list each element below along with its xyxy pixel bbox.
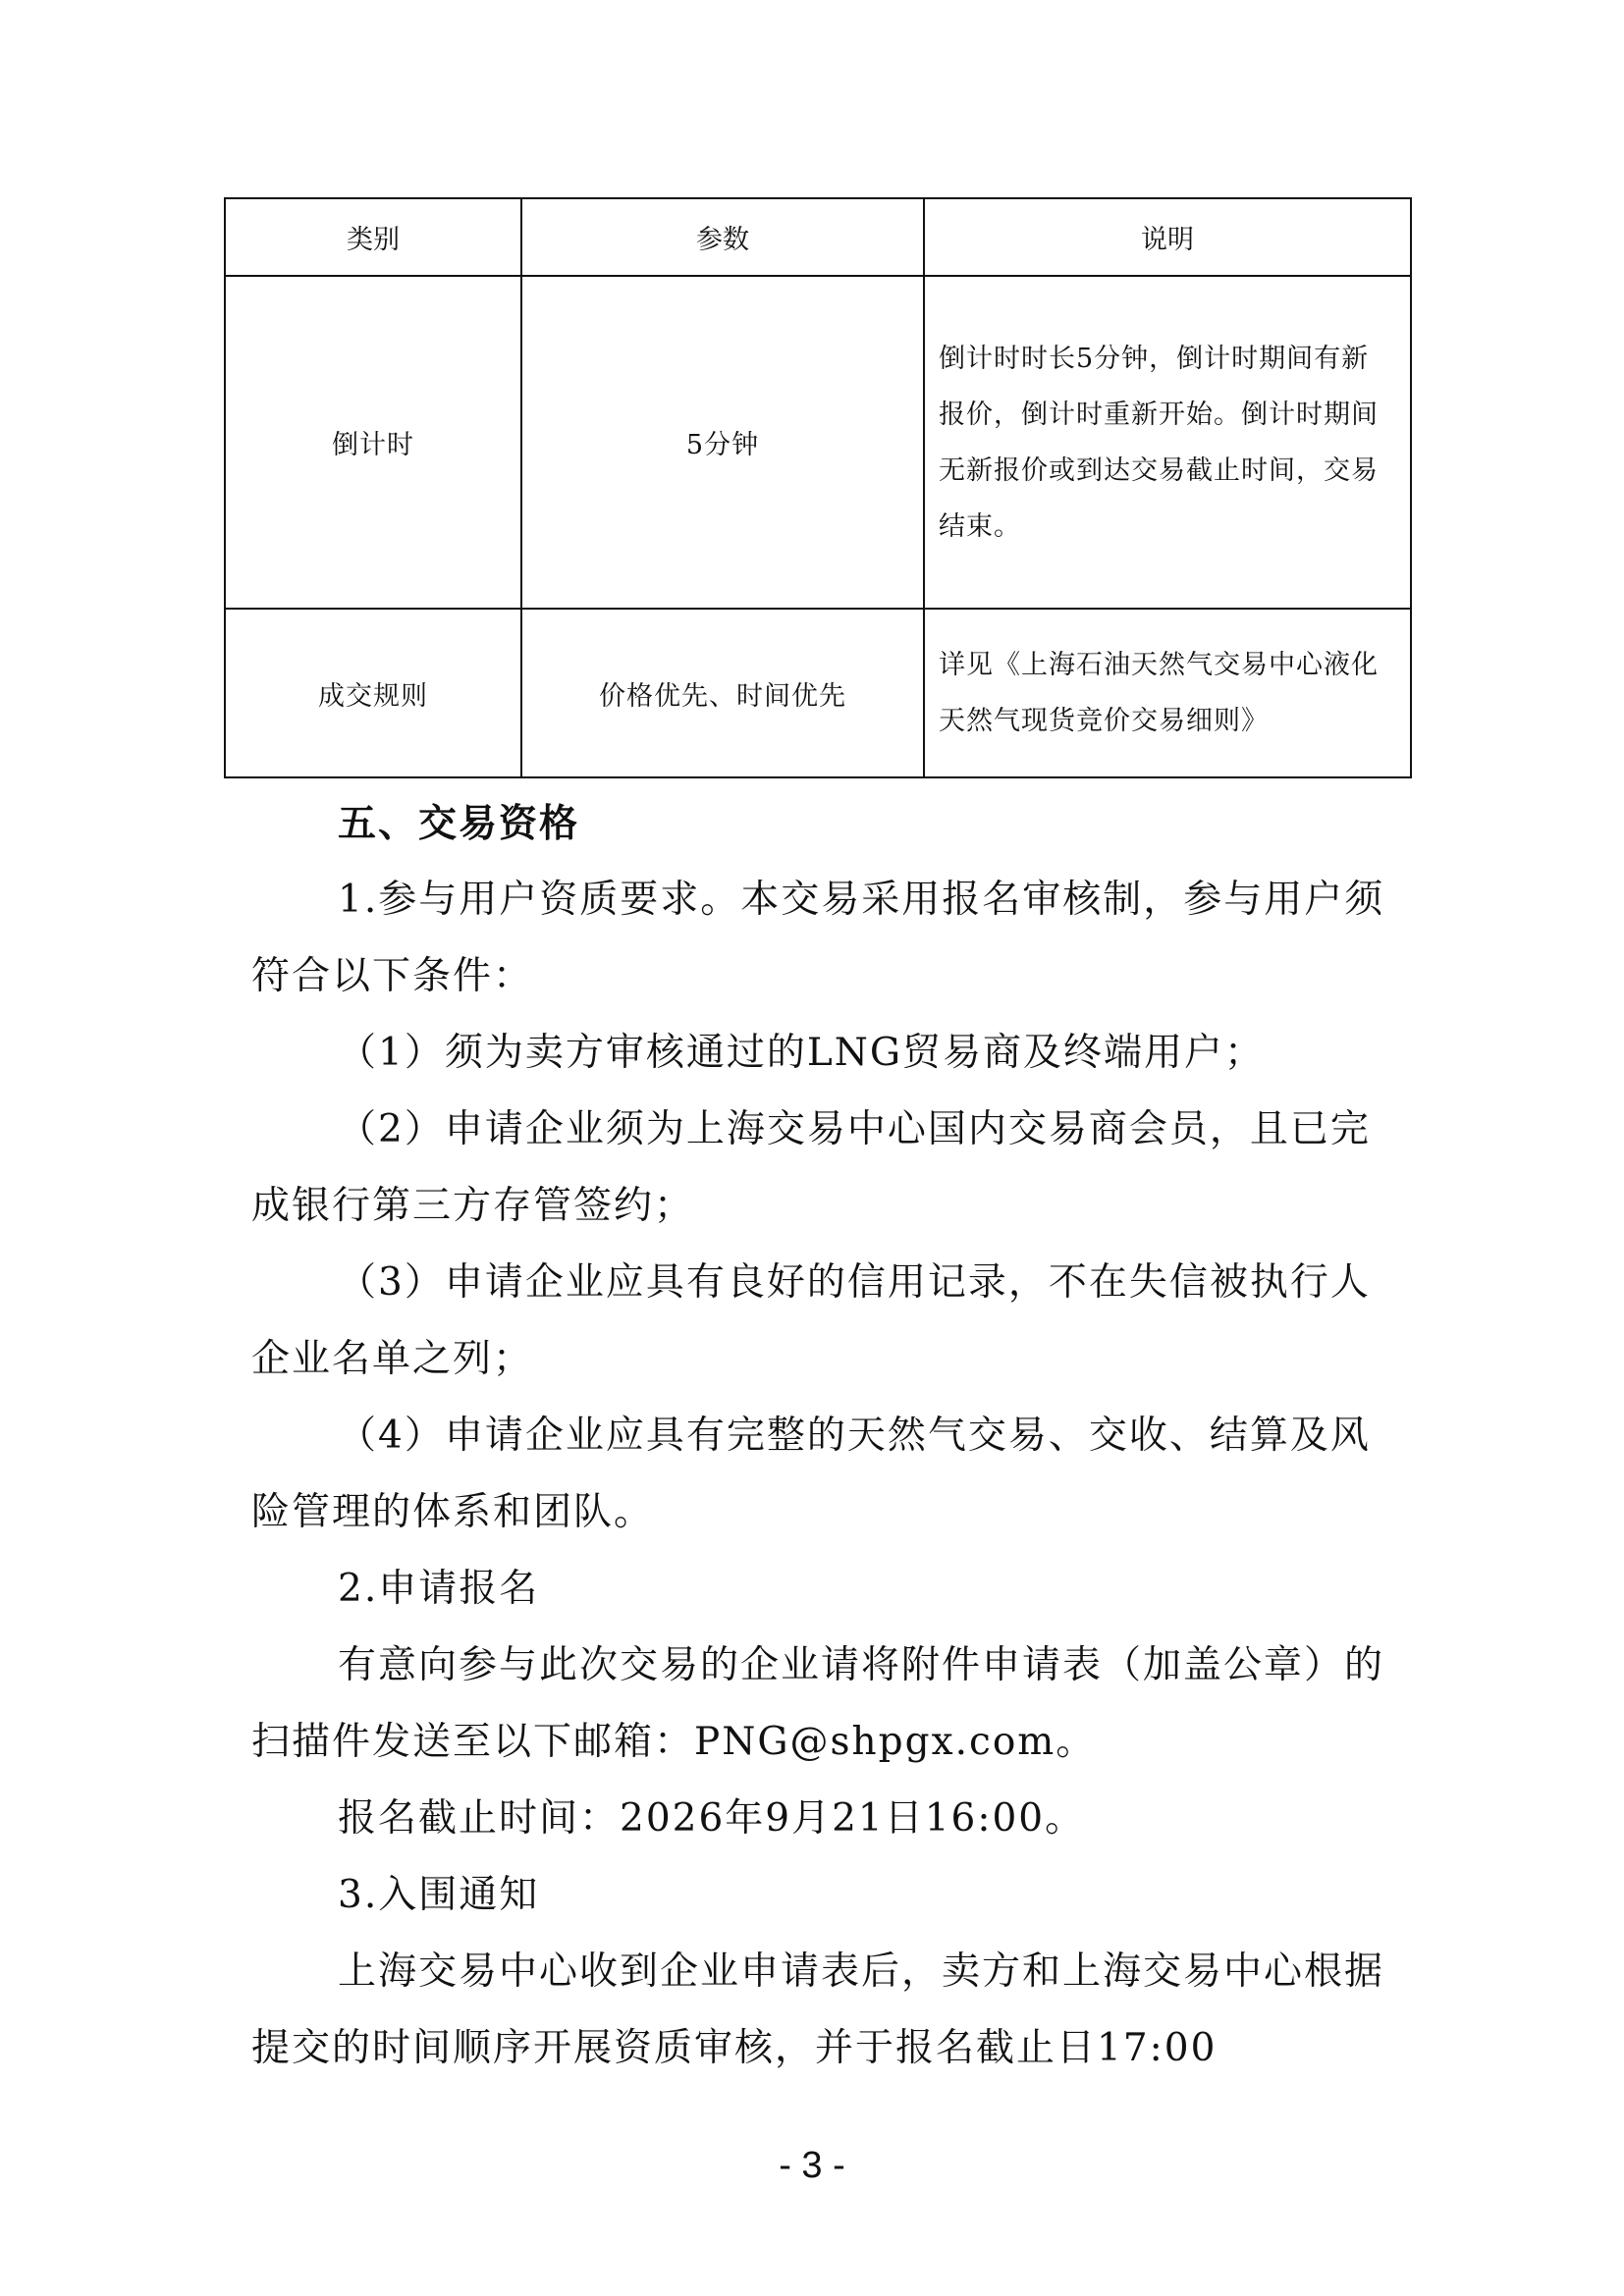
- table-header-row: [225, 198, 1411, 276]
- cell-parameter: 价格优先、时间优先: [521, 609, 924, 777]
- paragraph: 1.参与用户资质要求。本交易采用报名审核制，参与用户须符合以下条件：: [251, 878, 1385, 998]
- body-text: [251, 785, 1390, 2087]
- parameter-table: [224, 197, 1412, 778]
- cell-category: 倒计时: [225, 276, 521, 609]
- paragraph: 上海交易中心收到企业申请表后，卖方和上海交易中心根据提交的时间顺序开展资质审核，并于报名截止日17:00: [251, 1949, 1385, 2070]
- cell-description: 详见《上海石油天然气交易中心液化天然气现货竞价交易细则》: [924, 609, 1411, 777]
- header-parameter: 参数: [521, 198, 924, 276]
- header-category: 类别: [225, 198, 521, 276]
- cell-category: 成交规则: [225, 609, 521, 777]
- paragraph: （3）申请企业应具有良好的信用记录，不在失信被执行人企业名单之列；: [251, 1260, 1371, 1381]
- paragraph: （4）申请企业应具有完整的天然气交易、交收、结算及风险管理的体系和团队。: [251, 1414, 1371, 1534]
- paragraph: 报名截止时间：2026年9月21日16:00。: [338, 1796, 1086, 1841]
- paragraph: 3.入围通知: [338, 1873, 540, 1917]
- paragraph: （1）须为卖方审核通过的LNG贸易商及终端用户；: [338, 1031, 1265, 1075]
- table-row: [225, 609, 1411, 777]
- header-description: 说明: [924, 198, 1411, 276]
- section-heading: 五、交易资格: [338, 801, 580, 846]
- paragraph: （2）申请企业须为上海交易中心国内交易商会员，且已完成银行第三方存管签约；: [251, 1107, 1371, 1228]
- paragraph: 有意向参与此次交易的企业请将附件申请表（加盖公章）的扫描件发送至以下邮箱：PNG@shpgx.com。: [251, 1643, 1385, 1764]
- page-number: - 3 -: [779, 2145, 845, 2186]
- cell-parameter: 5分钟: [521, 276, 924, 609]
- paragraph: 2.申请报名: [338, 1567, 540, 1611]
- table-row: [225, 276, 1411, 609]
- cell-description: 倒计时时长5分钟，倒计时期间有新报价，倒计时重新开始。倒计时期间无新报价或到达交易截止时间，交易结束。: [924, 276, 1411, 609]
